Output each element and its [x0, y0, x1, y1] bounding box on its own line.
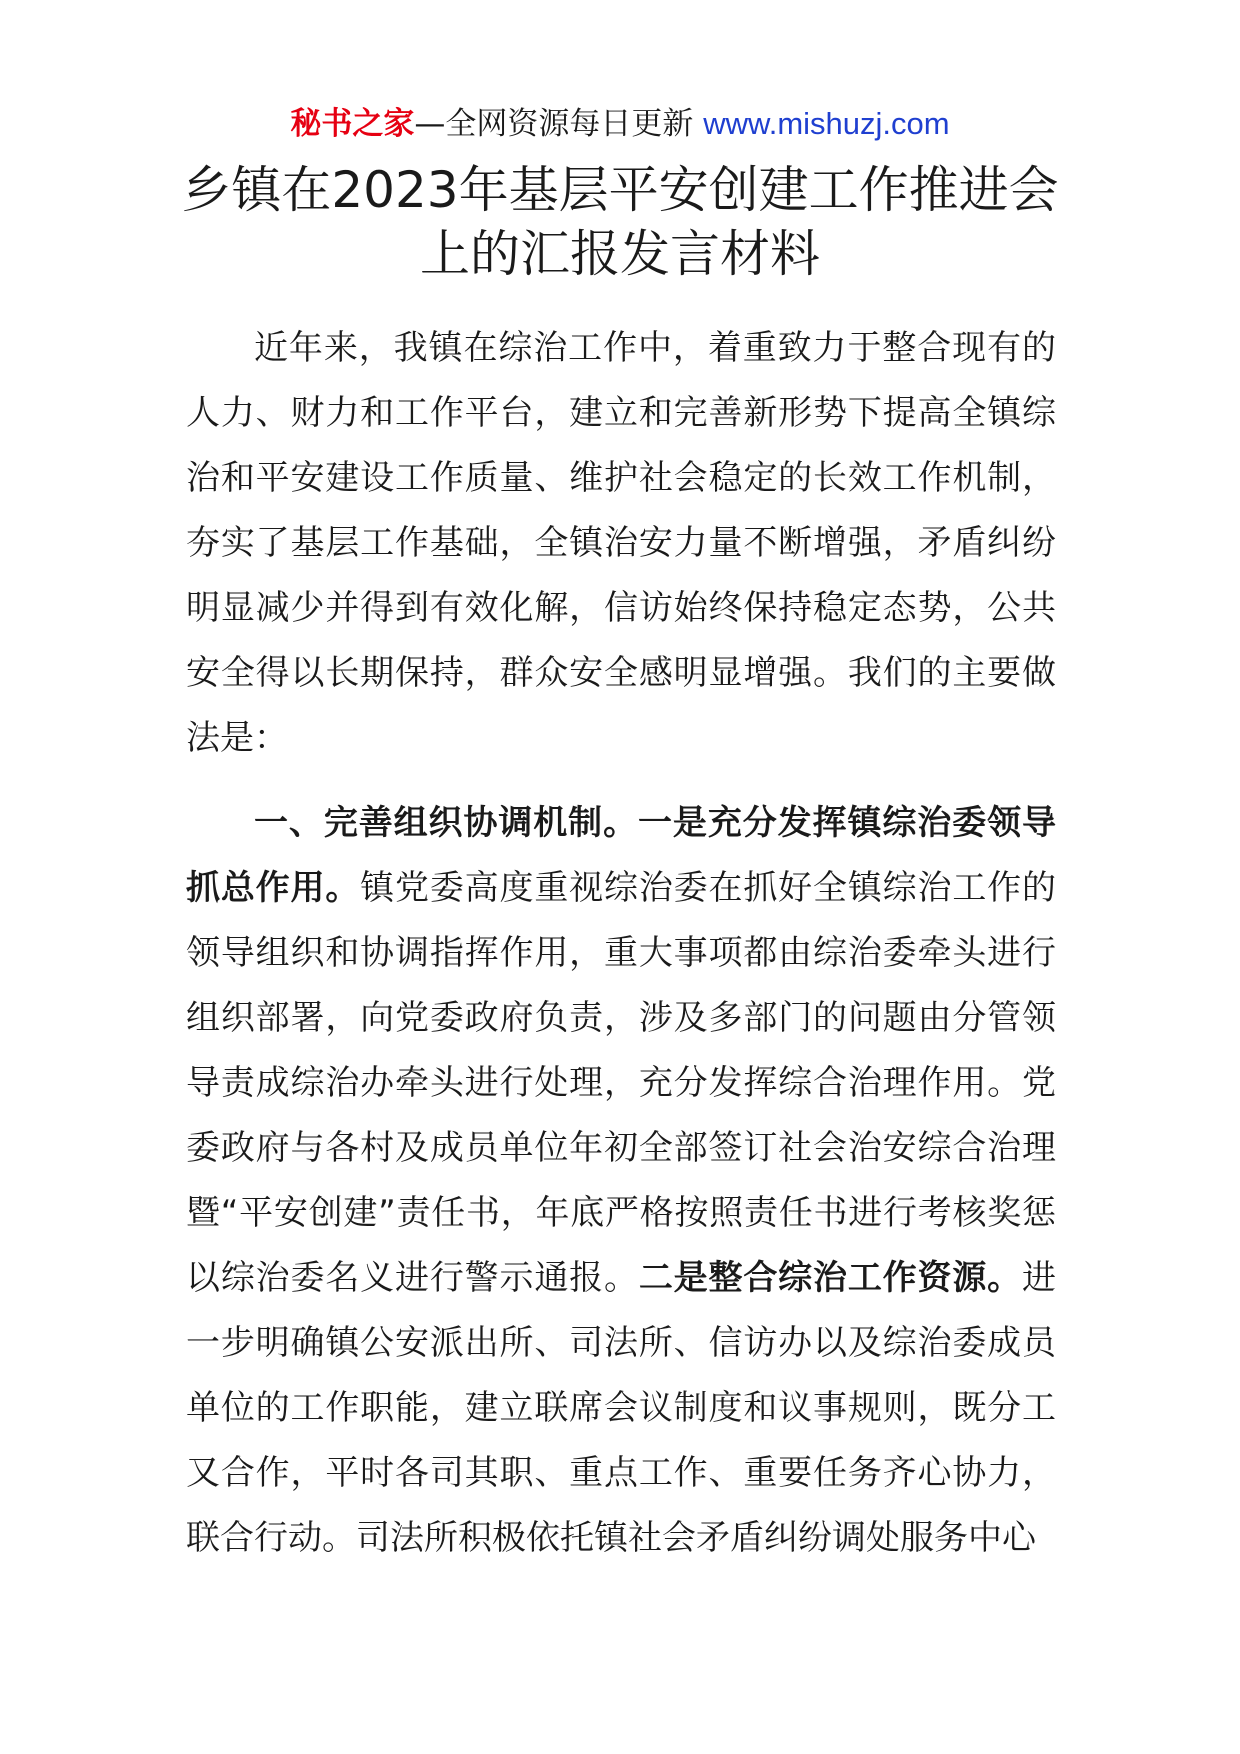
- point-one-text: 镇党委高度重视综治委在抓好全镇综治工作的领导组织和协调指挥作用，重大事项都由综治委牵头进行组织部署，向党委政府负责，涉及多部门的问题由分管领导责成综治办牵头进行处理，充分发挥综合治理作用。党委政府与各村及成员单位年初全部签订社会治安综合治理暨“平安创建”责任书，年底严格按照责任书进行考核奖惩以综治委名义进行警示通报。: [186, 868, 1057, 1298]
- header-tagline: —全网资源每日更新: [414, 106, 704, 142]
- intro-paragraph: 近年来，我镇在综治工作中，着重致力于整合现有的人力、财力和工作平台，建立和完善新形势下提高全镇综治和平安建设工作质量、维护社会稳定的长效工作机制，夯实了基层工作基础，全镇治安力量不断增强，矛盾纠纷明显减少并得到有效化解，信访始终保持稳定态势，公共安全得以长期保持，群众安全感明显增强。我们的主要做法是：: [186, 328, 1056, 758]
- brand-name: 秘书之家: [290, 106, 415, 142]
- section-one-paragraph: [186, 791, 1056, 1571]
- site-url-link[interactable]: www.mishuzj.com: [703, 106, 950, 141]
- document-body: [186, 316, 1056, 1571]
- point-two-text: 进一步明确镇公安派出所、司法所、信访办以及综治委成员单位的工作职能，建立联席会议制度和议事规则，既分工又合作，平时各司其职、重点工作、重要任务齐心协力，联合行动。司法所积极依托镇社会矛盾纠纷调处服务中心: [186, 1258, 1057, 1558]
- section-heading: 一、完善组织协调机制。: [254, 803, 638, 843]
- point-two-heading: 二是整合综治工作资源。: [638, 1258, 1023, 1298]
- site-header: [0, 102, 1240, 146]
- document-title: 乡镇在2023年基层平安创建工作推进会上的汇报发言材料: [181, 161, 1059, 283]
- point-one-heading: 一是充分发挥镇综治委领导抓总作用。: [186, 803, 1056, 908]
